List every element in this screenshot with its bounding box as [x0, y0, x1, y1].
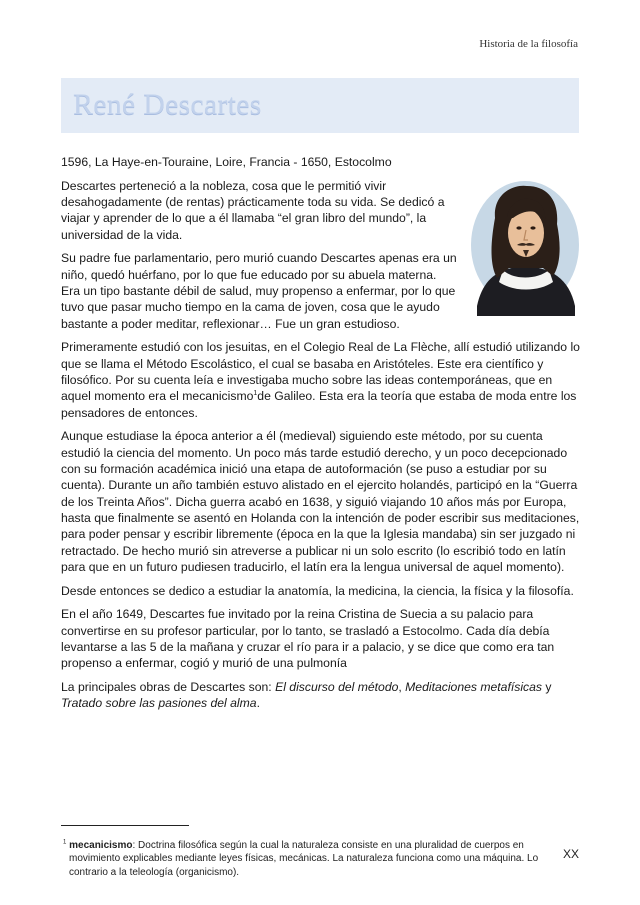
portrait-svg — [469, 178, 581, 316]
paragraph-3 — [61, 339, 581, 420]
paragraph-6: En el año 1649, Descartes fue invitado por la reina Cristina de Suecia a su palacio para convertirse en su profesor particular, por lo tanto, se trasladó a Estocolmo. Cada día debía levantarse a las 5 de la mañana y cruzar el río para ir a palacio, y se dice que como era tan propenso a enfermar, cogió y murió de una pulmonía — [61, 607, 555, 671]
footnote-divider — [61, 825, 189, 826]
portrait-eye-right — [530, 226, 535, 229]
page-title: René Descartes — [73, 88, 262, 121]
paragraph-4: Aunque estudiase la época anterior a él (medieval) siguiendo este método, por su cuenta estudió la ciencia del momento. Un poco más tarde estudió derecho, y un poco decepcionado con su formación académica inició una etapa de autoformación (se puso a estudiar por su cuenta). Durante un año también estuvo alistado en el ejercito holandés, participó en la “Guerra de los Treinta Años”. Dicha guerra acabó en 1638, y siguió viajando 10 años más por Europa, hasta que finalmente se asentó en Holanda con la intención de poder escribir sus meditaciones, para poder pensar y escribir libremente (época en la que la Iglesia mandaba) sin ser juzgado ni retractado. De hecho murió sin atreverse a publicar ni un solo escrito (lo escribió todo en latín para que en un futuro pudiesen traducirlo, el latín era la lengua universal de aquel momento). — [61, 429, 580, 574]
footnote-ref[interactable]: 1 — [253, 390, 258, 398]
footnote-term: mecanicismo — [69, 840, 133, 851]
works-intro: La principales obras de Descartes son: — [61, 680, 276, 695]
work-title-3: Tratado sobre las pasiones del alma — [61, 696, 257, 711]
work-title-2: Meditaciones metafísicas — [405, 680, 542, 695]
works-separator-1: , — [398, 680, 406, 695]
paragraph-3-before: Primeramente estudió con los jesuitas, en el Colegio Real de La Flèche, allí estudió utilizando lo que se llama el Método Escolástico, el cual se basaba en Aristóteles. Este era científico y filosófico. Por su cuenta leía e investigaba mucho sobre las ideas contemporáneas, que en aquel momento era el mecanicismo — [61, 340, 580, 404]
title-band — [61, 78, 579, 133]
paragraph-2b: Era un tipo bastante débil de salud, muy propenso a enfermar, por lo que tuvo que pasar mucho tiempo en la cama de joven, cosa que le ayudo bastante a poder meditar, reflexionar… Fue un gran estudioso. — [61, 284, 456, 331]
paragraph-5: Desde entonces se dedico a estudiar la anatomía, la medicina, la ciencia, la física y la filosofía. — [61, 583, 574, 598]
footnote-text: : Doctrina filosófica según la cual la naturaleza consiste en una pluralidad de cuerpos en movimiento explicables mediante leyes físicas, mecánicas. La naturaleza funciona como una máquina. Lo contrario a la teleología (organicismo). — [69, 840, 539, 878]
body-text — [61, 154, 581, 719]
footnote-number: 1 — [63, 839, 67, 846]
works-separator-2: y — [542, 680, 552, 695]
paragraph-7 — [61, 679, 581, 712]
lifespan-line: 1596, La Haye-en-Touraine, Loire, Francia - 1650, Estocolmo — [61, 155, 392, 169]
paragraph-3-after: de Galileo. Esta era la teoría que estaba de moda entre los pensadores de entonces. — [61, 389, 577, 420]
footnote — [61, 839, 549, 879]
portrait-illustration — [469, 178, 581, 316]
work-title-1: El discurso del método — [275, 680, 399, 695]
paragraph-2a: Su padre fue parlamentario, pero murió cuando Descartes apenas era un niño, quedó huérfano, por lo que fue educado por su abuela materna. — [61, 251, 457, 282]
works-end: . — [256, 696, 260, 711]
running-header: Historia de la filosofía — [479, 38, 578, 50]
portrait-eye-left — [516, 226, 521, 229]
page-number: XX — [562, 847, 579, 861]
paragraph-1: Descartes perteneció a la nobleza, cosa que le permitió vivir desahogadamente (de rentas) prácticamente toda su vida. Se dedicó a viajar y aprender de lo que a él llamaba “el gran libro del mundo”, la universidad de la vida. — [61, 178, 445, 242]
